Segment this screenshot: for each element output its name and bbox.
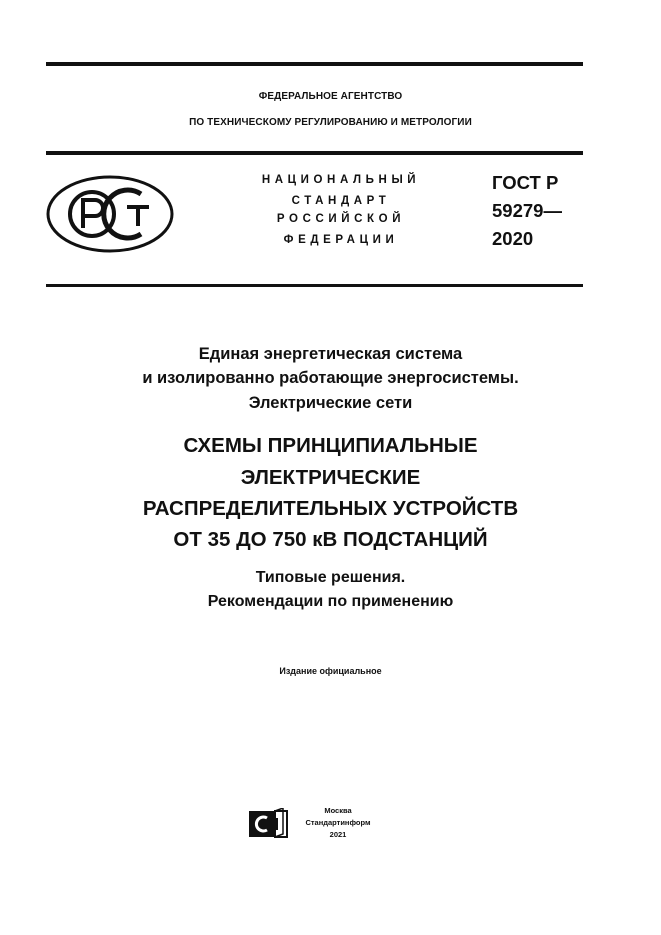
main-title-line-1: СХЕМЫ ПРИНЦИПИАЛЬНЫЕ — [183, 434, 478, 457]
top-rule — [46, 62, 583, 66]
agency-line-2: ПО ТЕХНИЧЕСКОМУ РЕГУЛИРОВАНИЮ И МЕТРОЛОГИИ — [189, 117, 472, 128]
national-standard-line-3: РОССИЙСКОЙ — [276, 213, 406, 225]
typical-line-1: Типовые решения. — [255, 569, 406, 586]
gost-emblem-icon — [45, 174, 175, 254]
subtitle-line-2: и изолированно работающие энергосистемы. — [142, 369, 519, 387]
national-standard-line-1: НАЦИОНАЛЬНЫЙ — [261, 174, 421, 186]
subtitle-line-3: Электрические сети — [248, 394, 413, 412]
main-title-line-2: ЭЛЕКТРИЧЕСКИЕ — [240, 466, 421, 489]
agency-line-1: ФЕДЕРАЛЬНОЕ АГЕНТСТВО — [258, 91, 403, 102]
typical-line-2: Рекомендации по применению — [207, 593, 454, 610]
edition-label: Издание официальное — [279, 666, 382, 676]
header-rule — [46, 151, 583, 155]
publisher-city: Москва — [324, 806, 352, 815]
gost-number-line-3: 2020 — [492, 228, 534, 249]
national-standard-line-4: ФЕДЕРАЦИИ — [283, 234, 399, 246]
standard-rule — [46, 284, 583, 287]
publisher-name: Стандартинформ — [305, 818, 371, 827]
national-standard-line-2: СТАНДАРТ — [291, 195, 391, 207]
main-title-line-4: ОТ 35 ДО 750 кВ ПОДСТАНЦИЙ — [173, 528, 488, 551]
gost-number-line-1: ГОСТ Р — [492, 172, 559, 193]
publisher-logo-icon — [248, 808, 288, 838]
publisher-year: 2021 — [329, 830, 347, 839]
gost-number-line-2: 59279— — [492, 200, 562, 221]
main-title-line-3: РАСПРЕДЕЛИТЕЛЬНЫХ УСТРОЙСТВ — [142, 497, 519, 520]
subtitle-line-1: Единая энергетическая система — [198, 345, 463, 363]
